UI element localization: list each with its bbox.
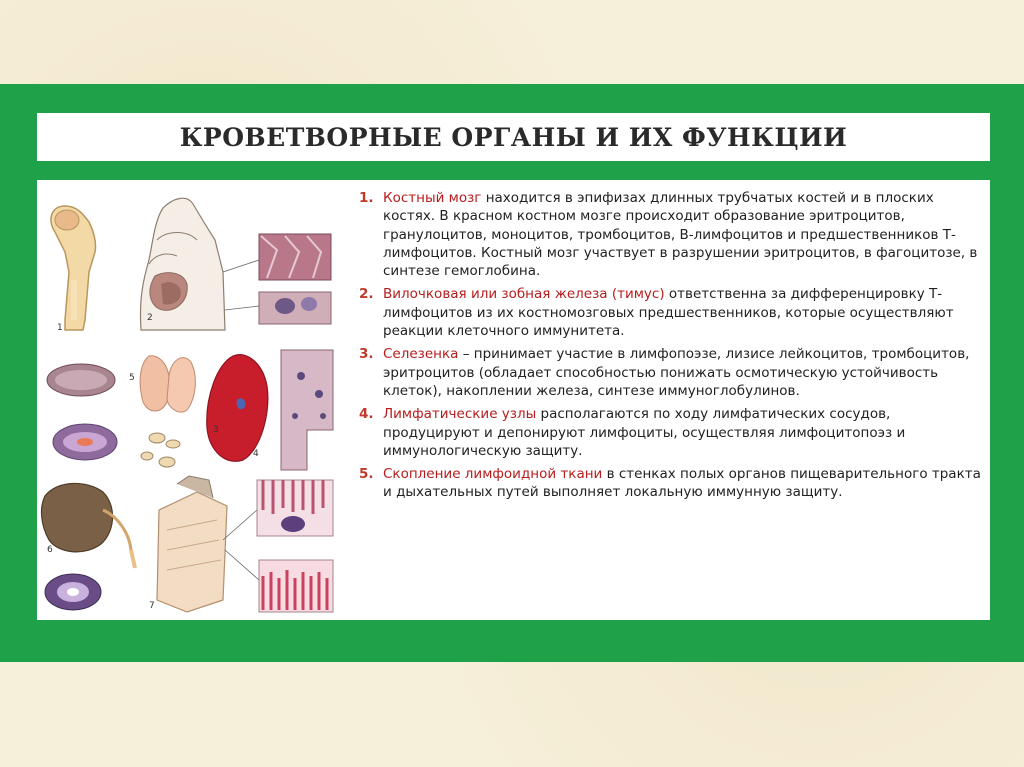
organs-illustration: [37, 180, 340, 620]
list-item: [359, 405, 989, 460]
item-text: [383, 345, 989, 400]
item-highlight: Селезенка: [383, 346, 459, 363]
illustration-label: 4: [253, 449, 259, 459]
lymph-nodes-icon: [141, 433, 180, 467]
item-text: [383, 285, 989, 340]
list-item: [359, 345, 989, 400]
head-section-icon: [140, 198, 225, 330]
tissue-mid-icon: [281, 350, 333, 470]
illustration-label: 7: [149, 601, 155, 611]
illustration-label: 1: [57, 323, 63, 333]
thymus-section-icon: [47, 364, 115, 396]
item-text: [383, 189, 989, 280]
intestine-icon: [157, 476, 227, 612]
lymph-node-ring-icon: [45, 574, 101, 610]
illustration-label: 5: [129, 373, 135, 383]
spleen-icon: [207, 355, 268, 462]
item-number: 5.: [359, 466, 374, 483]
tissue-top-icon: [259, 234, 331, 324]
item-description: ответственна за дифференцировку Т-лимфоцитов из их костномозговых предшественников, которые осуществляют реакции клеточного иммунитета.: [383, 286, 954, 340]
illustration-label: 6: [47, 545, 53, 555]
item-description: – принимает участие в лимфопоэзе, лизисе лейкоцитов, тромбоцитов, эритроцитов (обладает способностью понижать осмотическую устойчивость клеток), накоплении железа, синтезе иммуноглобулинов.: [383, 346, 970, 399]
villi-tissue-icon: [257, 480, 333, 536]
title-bar: [37, 113, 990, 161]
femur-icon: [51, 206, 96, 330]
slide-title: КРОВЕТВОРНЫЕ ОРГАНЫ И ИХ ФУНКЦИИ: [179, 122, 848, 152]
item-description: находится в эпифизах длинных трубчатых костей и в плоских костях. В красном костном мозге происходит образование эритроцитов, гранулоцитов, моноцитов, тромбоцитов, В-лимфоцитов и предшественников Т-лимфоцитов. Костный мозг участвует в разрушении эритроцитов, в фагоцитозе, в синтезе гемоглобина.: [383, 190, 978, 280]
lymph-node-icon: [42, 483, 135, 568]
item-number: 4.: [359, 406, 374, 423]
item-description: в стенках полых органов пищеварительного тракта и дыхательных путей выполняет локальную иммунную защиту.: [383, 466, 981, 501]
item-number: 1.: [359, 190, 374, 206]
item-number: 2.: [359, 286, 374, 303]
thymus-icon: [140, 356, 195, 412]
mucosa-tissue-icon: [259, 560, 333, 612]
list-item: [359, 189, 989, 280]
lymph-node-section-icon: [53, 424, 117, 460]
item-highlight: Вилочковая или зобная железа (тимус): [383, 286, 665, 303]
item-highlight: Костный мозг: [383, 190, 482, 206]
illustration-label: 3: [213, 425, 219, 435]
content-panel: [37, 180, 990, 620]
illustration-label: 2: [147, 313, 153, 323]
list-item: [359, 285, 989, 340]
item-text: [383, 405, 989, 460]
functions-list: [359, 189, 989, 507]
item-highlight: Скопление лимфоидной ткани: [383, 466, 603, 483]
item-number: 3.: [359, 346, 374, 363]
item-text: [383, 465, 989, 502]
item-description: располагаются по ходу лимфатических сосудов, продуцируют и депонируют лимфоциты, осуществляя лимфоцитопоэз и иммунологическую защиту.: [383, 406, 906, 459]
list-item: [359, 465, 989, 502]
item-highlight: Лимфатические узлы: [383, 406, 537, 423]
